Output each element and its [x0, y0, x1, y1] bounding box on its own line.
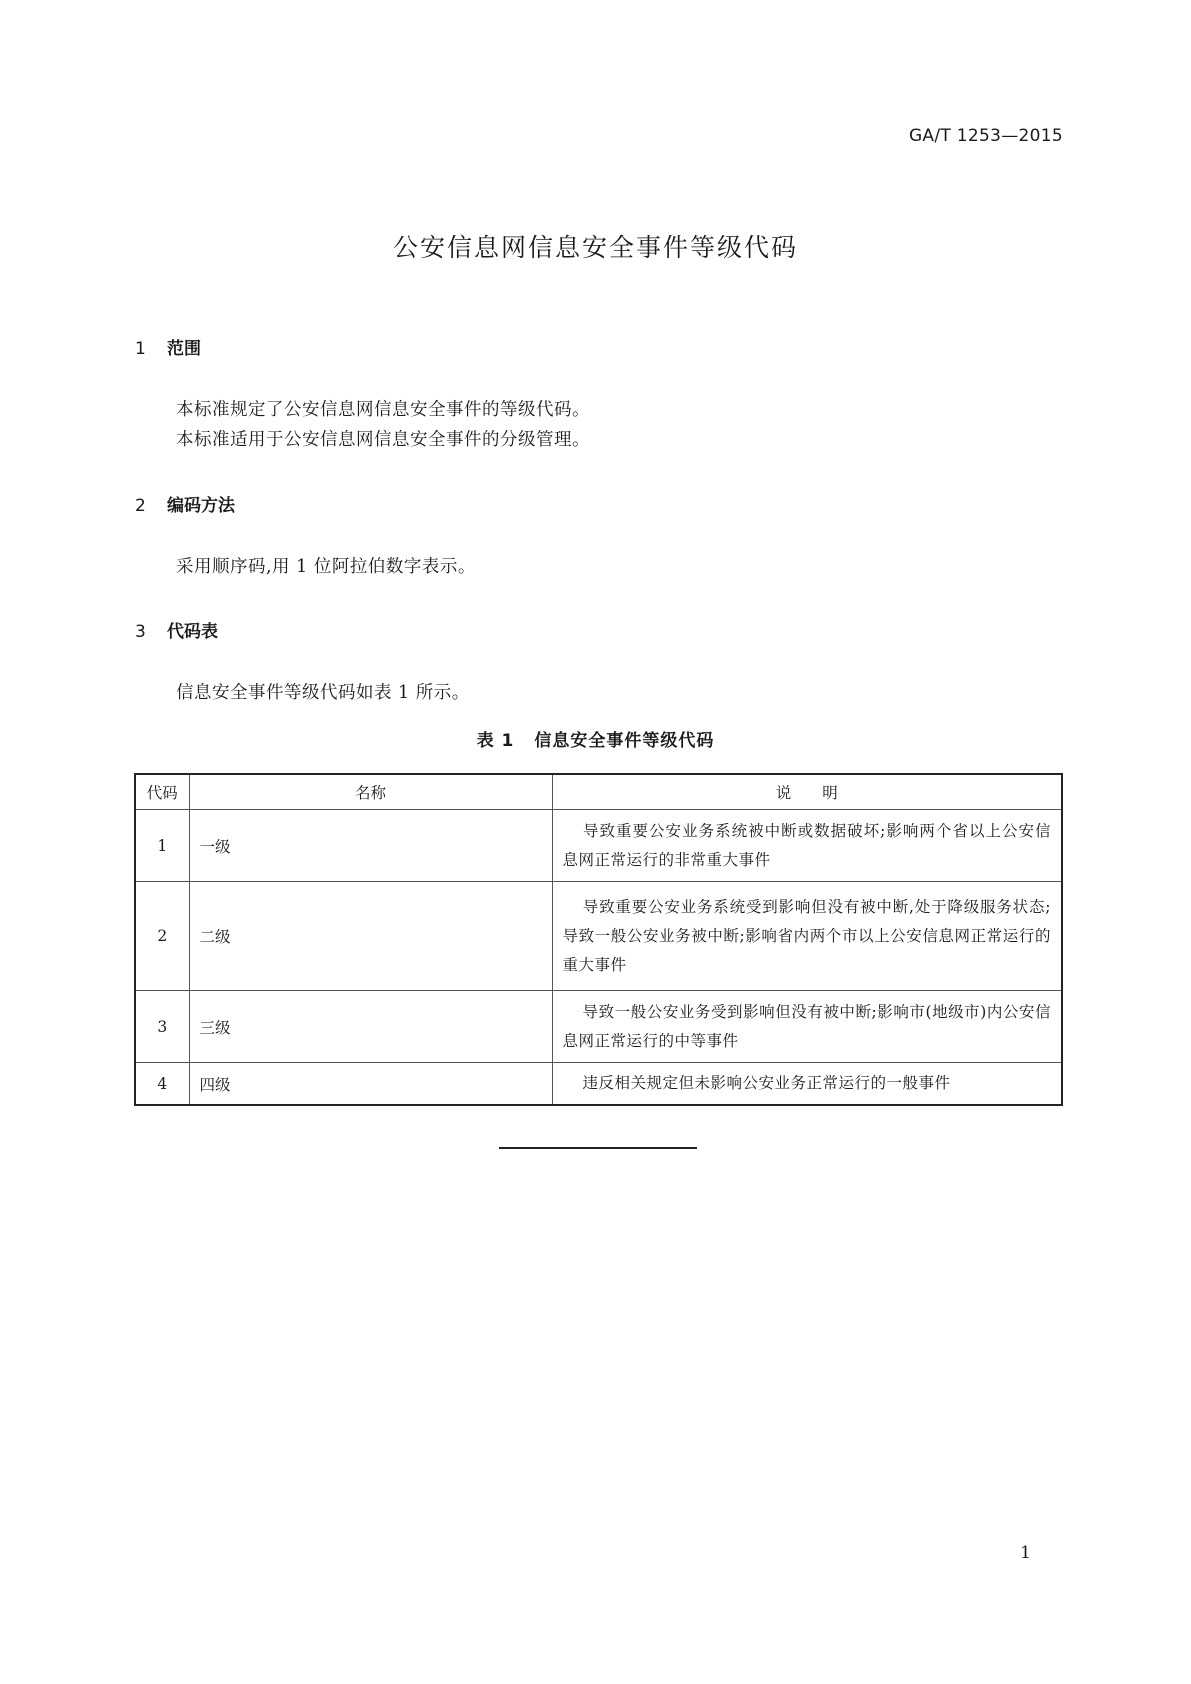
section-number: 1 [135, 339, 146, 359]
table-row [135, 991, 1062, 1063]
table-header-row [135, 774, 1062, 810]
code-cell: 3 [135, 991, 189, 1063]
description-text: 导致一般公安业务受到影响但没有被中断;影响市(地级市)内公安信息网正常运行的中等事件 [562, 1002, 1051, 1050]
name-cell: 一级 [189, 810, 552, 882]
section-number: 2 [135, 496, 146, 516]
section-heading-coding-method [135, 491, 235, 516]
description-text: 导致重要公安业务系统受到影响但没有被中断,处于降级服务状态;导致一般公安业务被中断;影响省内两个市以上公安信息网正常运行的重大事件 [562, 897, 1051, 974]
name-cell: 二级 [189, 882, 552, 991]
table-row [135, 882, 1062, 991]
standard-code: GA/T 1253—2015 [908, 126, 1063, 146]
description-text: 违反相关规定但未影响公安业务正常运行的一般事件 [582, 1074, 951, 1092]
table-row [135, 810, 1062, 882]
paragraph: 本标准规定了公安信息网信息安全事件的等级代码。 [176, 400, 590, 420]
description-text: 导致重要公安业务系统被中断或数据破坏;影响两个省以上公安信息网正常运行的非常重大事件 [562, 821, 1051, 869]
paragraph: 本标准适用于公安信息网信息安全事件的分级管理。 [176, 430, 590, 450]
code-cell: 4 [135, 1063, 189, 1106]
section-heading-scope [135, 334, 201, 359]
section-title: 范围 [167, 339, 201, 359]
table-caption-title: 信息安全事件等级代码 [534, 731, 715, 751]
description-cell [552, 810, 1062, 882]
section-heading-code-table [135, 617, 218, 642]
code-table [134, 773, 1063, 1106]
description-cell [552, 991, 1062, 1063]
column-header-description: 说 明 [552, 774, 1062, 810]
code-cell: 1 [135, 810, 189, 882]
table-caption-label: 表 1 [476, 731, 515, 751]
section-title: 编码方法 [167, 496, 235, 516]
section-title: 代码表 [167, 622, 218, 642]
paragraph: 采用顺序码,用 1 位阿拉伯数字表示。 [176, 557, 476, 577]
column-header-name: 名称 [189, 774, 552, 810]
description-cell [552, 1063, 1062, 1106]
document-title: 公安信息网信息安全事件等级代码 [392, 233, 798, 262]
table-caption [0, 726, 1191, 751]
name-cell: 四级 [189, 1063, 552, 1106]
paragraph: 信息安全事件等级代码如表 1 所示。 [176, 683, 470, 703]
column-header-code: 代码 [135, 774, 189, 810]
name-cell: 三级 [189, 991, 552, 1063]
page-number: 1 [1020, 1543, 1031, 1563]
section-number: 3 [135, 622, 146, 642]
table-row [135, 1063, 1062, 1106]
end-of-document-rule [499, 1147, 697, 1149]
code-cell: 2 [135, 882, 189, 991]
description-cell [552, 882, 1062, 991]
